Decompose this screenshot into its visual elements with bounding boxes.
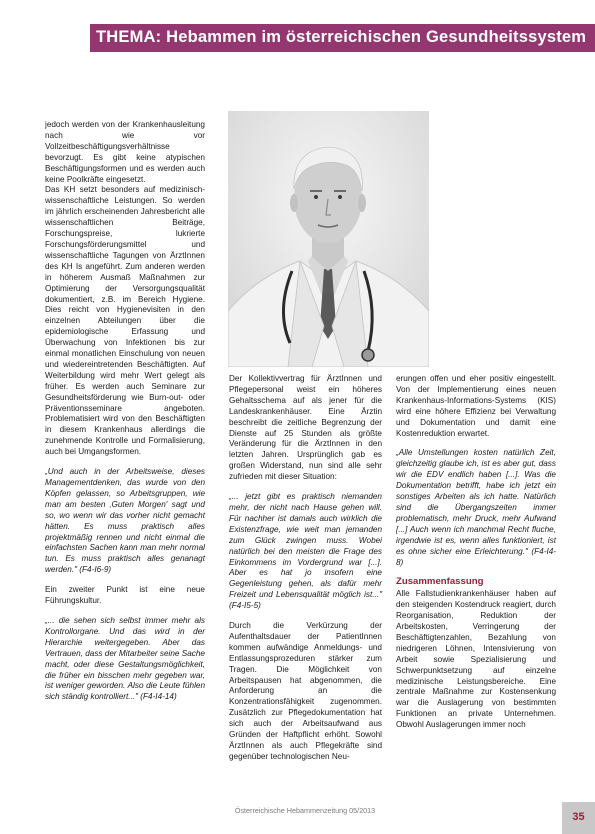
column-3 xyxy=(396,374,556,740)
section-heading: Zusammenfassung xyxy=(396,576,484,588)
paragraph: Durch die Verkürzung der Aufenthaltsdauer der PatientInnen kommen aufwändige Anmeldungs- und Entlassungsprozeduren stärker zum Tragen. Die Möglichkeit von Arbeitspausen hat abgenommen, die Anforderung an die Konzentrationsfähigkeit zugenommen. Zusätzlich zur Pflegedokumentation hat sich auch der Arbeitsaufwand aus Gründen der Haftpflicht erhöht. Sowohl ÄrztInnen als auch Pflegekräfte sind gegenüber technologischen Neu- xyxy=(229,621,382,761)
footer-text: Österreichische Hebammenzeitung 05/2013 xyxy=(234,806,376,815)
paragraph: Der Kollektivvertrag für ÄrztInnen und Pflegepersonal weist ein höheres Gehaltsschema auf als jener für die Landeskrankenhäuser. Eine Ärztin beschreibt die zeitliche Begrenzung der Dienste auf 25 Stunden als größte Veränderung für die ÄrztInnen in den letzten Jahren. Ursprünglich gab es großen Widerstand, nun sind alle sehr zufrieden mit dieser Situation: xyxy=(229,374,382,482)
doctor-photo xyxy=(228,111,429,367)
paragraph: erungen offen und eher positiv eingestellt. Von der Implementierung eines neuen Krankenhaus-Informations-Systems (KIS) wird eine höhere Effizienz bei Verwaltung und Dokumentation und damit eine Kostenreduktion erwartet. xyxy=(396,374,556,438)
quote: „Und auch in der Arbeitsweise, dieses Managementdenken, das wurde von den Köpfen gelassen, so Arbeitsgruppen, wie man am besten ‚Guten Morgen' sagt und so, wo wenn wir das vorher nicht gemacht hätten. Es muss praktisch alles projektmäßig rennen und nicht einmal die einfachsten Sachen kann man mehr normal tun. Es muss praktisch alles genanagt werden." (F4-I6-9) xyxy=(45,467,205,575)
paragraph: Das KH setzt besonders auf medizinisch-wissenschaftliche Leistungen. So werden im jährlich erscheinenden Jahresbericht alle wissenschaftlichen Beiträge, Forschungspreise, lukrierte Forschungsförderungsmittel und wissenschaftliche Tagungen von ÄrztInnen des KH Is angeführt. Zum anderen werden in höherem Ausmaß Maßnahmen zur Optimierung der Versorgungsqualität dokumentiert, z.B. im Bereich Hygiene. Dies reicht von Hygienevisiten in den einzelnen Abteilungen über die epidemiologische Erfassung und Überwachung von Infektionen bis zur einmal monatlichen Einschulung von neuen und wiedereintretenden Beschäftigten. Auf Weiterbildung wird mehr Wert gelegt als früher. Es werden auch Seminare zur Gesundheitsförderung wie Burn-out- oder Präventionsseminare angeboten. Problematisiert wird von den Beschäftigten in diesem Krankenhaus allerdings die zunehmende Kontrolle und Formalisierung, auch bei Umgangsformen. xyxy=(45,185,205,457)
column-1 xyxy=(45,120,205,712)
page-number: 35 xyxy=(572,811,585,823)
quote: „... die sehen sich selbst immer mehr als Kontrollorgane. Und das wird in der Hierarchie weitergegeben. Aber das Vertrauen, dass der Mitarbeiter seine Sache macht, oder diese Gestaltungsmöglichkeit, die früher ein bisschen mehr gegeben war, ist weniger geworden. Also die Leute fühlen sich ständig kontrolliert..." (F4-I4-14) xyxy=(45,615,205,702)
doctor-illustration xyxy=(228,111,429,367)
quote: „Alle Umstellungen kosten natürlich Zeit, gleichzeitig glaube ich, ist es aber gut, dass wir die EDV endlich haben [...]. Was die Dokumentation betrifft, habe ich jetzt ein sonstiges Arbeiten als ich hatte. Natürlich sind die Übergangszeiten immer problematisch, mehr Druck, mehr Aufwand [...] Auch wenn ich manchmal Recht fluche, irgendwie ist es, wenn alles funktioniert, ist es ohne sicher eine Erleichterung." (F4-I4-8) xyxy=(396,448,556,567)
quote: „... jetzt gibt es praktisch niemanden mehr, der nicht nach Hause gehen will. Für nachher ist damals auch wirklich die Existenzfrage, wie weit man jemanden zum Glück zwingen muss. Wobei natürlich bei den meisten die Frage des Einkommens im Vordergrund war [...]. Aber es hat jo insofern eine Gegenleistung gehen, als dafür mehr Freizeit und Lebensqualität möglich ist..." (F4-I5-5) xyxy=(229,492,382,611)
header-banner xyxy=(90,24,595,52)
paragraph: Ein zweiter Punkt ist eine neue Führungskultur. xyxy=(45,585,205,606)
page-number-box xyxy=(562,802,595,834)
page-title: THEMA: Hebammen im österreichischen Gesundheitssystem xyxy=(96,28,587,46)
paragraph: jedoch werden von der Krankenhausleitung nach wie vor Vollzeitbeschäftigungsverhältnisse bevorzugt. Es gibt keine atypischen Beschäftigungsformen und es werden auch keine Poolkräfte eingesetzt. xyxy=(45,120,205,184)
paragraph: Alle Fallstudienkrankenhäuser haben auf den steigenden Kostendruck reagiert, durch Reorganisation, Reduktion der Arbeitskosten, Verringerung der Beschäftigtenzahlen, Bezahlung von niedrigeren Löhnen, Intensivierung von Arbeit sowie Spezialisierung und Schwerpunktsetzung auf einzelne medizinische Leistungsbereiche. Eine zentrale Maßnahme zur Kostensenkung war die Auslagerung von bestimmten Funktionen an private Unternehmen. Obwohl Auslagerungen immer noch xyxy=(396,589,556,730)
column-2 xyxy=(229,374,382,772)
